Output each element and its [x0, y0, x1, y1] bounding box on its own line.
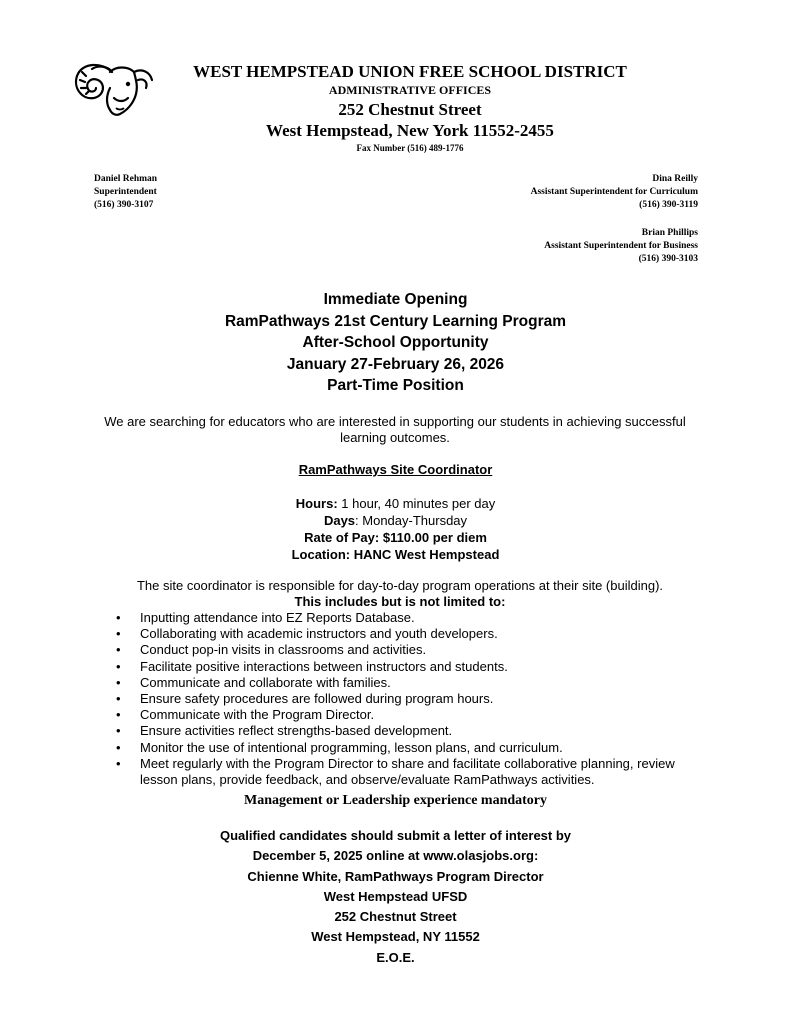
- posting-line-immediate: Immediate Opening: [323, 291, 468, 308]
- list-item: • Collaborating with academic instructors and youth developers.: [112, 626, 712, 642]
- superintendent-phone: (516) 390-3107: [94, 200, 154, 210]
- responsibilities-summary: The site coordinator is responsible for day-to-day program operations at their site (building).: [136, 578, 664, 593]
- closing-line-district: West Hempstead UFSD: [323, 888, 468, 904]
- rate-line: [0, 529, 791, 546]
- location-label: Location: [291, 547, 346, 562]
- posting-line-opportunity: After-School Opportunity: [302, 334, 489, 351]
- intro-paragraph: We are searching for educators who are interested in supporting our students in achieving successful learning outcomes.: [104, 414, 686, 445]
- responsibilities-lead: This includes but is not limited to:: [294, 594, 506, 609]
- business-name: Brian Phillips: [641, 228, 698, 238]
- closing-line-street: 252 Chestnut Street: [334, 909, 457, 925]
- experience-requirement: Management or Leadership experience mandatory: [243, 793, 548, 808]
- fax-number: Fax Number (516) 489-1776: [356, 143, 464, 153]
- business-phone: (516) 390-3103: [638, 254, 698, 264]
- location-value: : HANC West Hempstead: [345, 547, 500, 562]
- curriculum-phone: (516) 390-3119: [639, 200, 698, 210]
- days-line: [0, 512, 791, 529]
- closing-line-eoe: E.O.E.: [376, 949, 415, 965]
- list-item: • Inputting attendance into EZ Reports Database.: [112, 610, 712, 626]
- list-item: • Ensure activities reflect strengths-based development.: [112, 723, 712, 739]
- location-line: [0, 546, 791, 563]
- posting-line-program: RamPathways 21st Century Learning Program: [224, 312, 567, 330]
- hours-line: [0, 495, 791, 512]
- posting-line-dates: January 27-February 26, 2026: [286, 355, 505, 373]
- superintendent-contact: [94, 173, 157, 212]
- list-item: • Conduct pop-in visits in classrooms and activities.: [112, 642, 712, 658]
- closing-line-director: Chienne White, RamPathways Program Director: [247, 868, 544, 884]
- posting-line-parttime: Part-Time Position: [327, 377, 464, 394]
- closing-line-deadline: December 5, 2025 online at www.olasjobs.org:: [252, 848, 539, 864]
- application-instructions: [0, 826, 791, 968]
- list-item: • Meet regularly with the Program Director to share and facilitate collaborative planning, review lesson plans, provide feedback, and observe/evaluate RamPathways activities.: [112, 756, 712, 788]
- list-item: • Facilitate positive interactions between instructors and students.: [112, 659, 712, 675]
- list-item: • Communicate and collaborate with families.: [112, 675, 712, 691]
- days-label: Days: [323, 513, 356, 528]
- rate-label: Rate of Pay: $110.00 per diem: [304, 530, 487, 545]
- administrative-offices: ADMINISTRATIVE OFFICES: [328, 83, 492, 97]
- district-name: WEST HEMPSTEAD UNION FREE SCHOOL DISTRICT: [193, 62, 627, 81]
- ram-head-logo-icon: [72, 58, 156, 120]
- list-item: • Communicate with the Program Director.: [112, 707, 712, 723]
- curriculum-contact: [531, 173, 698, 212]
- curriculum-title: Assistant Superintendent for Curriculum: [530, 187, 698, 197]
- position-details: [0, 495, 791, 563]
- city-address: West Hempstead, New York 11552-2455: [266, 121, 554, 140]
- hours-label: Hours:: [295, 496, 338, 511]
- street-address: 252 Chestnut Street: [338, 100, 482, 119]
- responsibilities-list: [112, 610, 712, 788]
- days-value: : Monday-Thursday: [355, 513, 468, 528]
- superintendent-title: Superintendent: [94, 187, 157, 197]
- hours-value: 1 hour, 40 minutes per day: [337, 496, 496, 511]
- business-contact: [544, 227, 698, 266]
- curriculum-name: Dina Reilly: [652, 174, 698, 184]
- position-title: RamPathways Site Coordinator: [298, 462, 493, 477]
- list-item: • Monitor the use of intentional programming, lesson plans, and curriculum.: [112, 740, 712, 756]
- list-item: • Ensure safety procedures are followed during program hours.: [112, 691, 712, 707]
- closing-line-submit: Qualified candidates should submit a letter of interest by: [219, 828, 572, 843]
- closing-line-city: West Hempstead, NY 11552: [311, 929, 480, 945]
- posting-heading: [0, 289, 791, 397]
- business-title: Assistant Superintendent for Business: [544, 241, 698, 251]
- superintendent-name: Daniel Rehman: [94, 174, 158, 184]
- responsibilities-intro: [60, 578, 740, 610]
